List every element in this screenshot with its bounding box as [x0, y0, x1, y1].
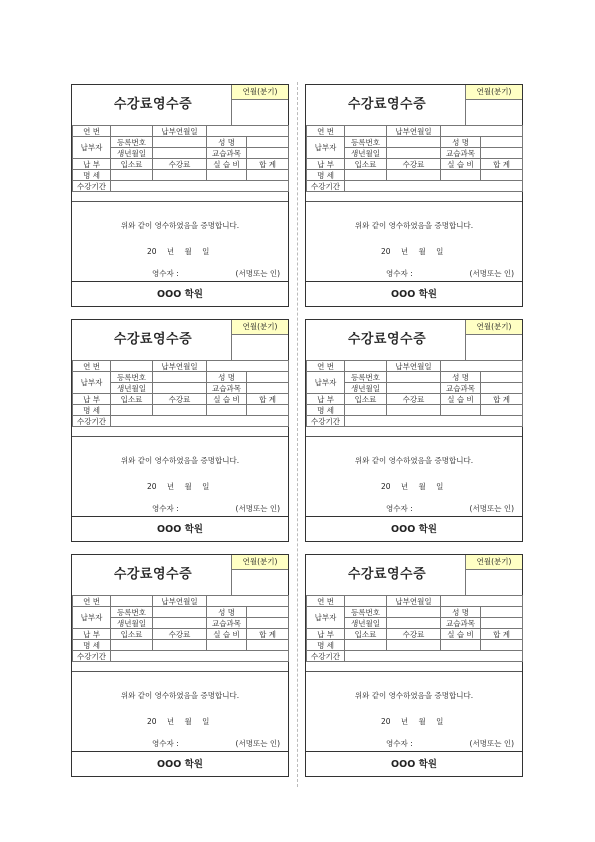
field-name[interactable]: [247, 137, 289, 148]
sign-note: (서명또는 인): [235, 269, 280, 278]
date-line: 20 년 월 일: [147, 717, 210, 726]
label-tuition: 수강료: [153, 394, 207, 405]
label-payment-date: 납부연월일: [153, 126, 207, 137]
field-entrance-fee[interactable]: [111, 170, 153, 181]
receiver-label: 영수자 :: [386, 269, 413, 278]
label-practice-fee: 실 습 비: [441, 159, 481, 170]
statement: 위와 같이 영수하였음을 증명합니다.: [120, 221, 240, 230]
field-yeonbeon[interactable]: [111, 361, 153, 372]
field-payment-date[interactable]: [441, 361, 523, 372]
receipt-title: 수강료영수증: [347, 567, 427, 582]
label-tuition: 수강료: [153, 159, 207, 170]
academy-name: OOO 학원: [306, 281, 522, 307]
tuition-receipt-6: [305, 554, 523, 777]
period-field[interactable]: [231, 570, 288, 595]
label-tuition: 수강료: [387, 629, 441, 640]
period-field[interactable]: [231, 335, 288, 360]
period-field[interactable]: [465, 335, 522, 360]
field-reg-no[interactable]: [387, 137, 441, 148]
label-yeonbeon: 연 번: [73, 126, 111, 137]
label-tuition: 수강료: [387, 159, 441, 170]
label-entrance-fee: 입소료: [111, 629, 153, 640]
receipt-title: 수강료영수증: [113, 332, 193, 347]
receipt-header: [306, 320, 522, 361]
field-birth[interactable]: [387, 148, 441, 159]
sign-note: (서명또는 인): [469, 269, 514, 278]
label-tuition: 수강료: [387, 394, 441, 405]
field-name[interactable]: [247, 607, 289, 618]
field-subject[interactable]: [247, 148, 289, 159]
label-total: 합 계: [247, 159, 289, 170]
label-practice-fee: 실 습 비: [441, 394, 481, 405]
field-payment-date[interactable]: [207, 596, 289, 607]
field-yeonbeon[interactable]: [345, 126, 387, 137]
label-period: 수강기간: [307, 181, 345, 192]
receipt-title: 수강료영수증: [347, 97, 427, 112]
period-label: 연월(분기): [465, 85, 522, 100]
label-payment-details-2: 명 세: [307, 170, 345, 181]
receiver-label: 영수자 :: [386, 504, 413, 513]
date-line: 20 년 월 일: [147, 482, 210, 491]
label-entrance-fee: 입소료: [111, 394, 153, 405]
field-practice-fee[interactable]: [207, 170, 247, 181]
academy-name: OOO 학원: [306, 751, 522, 777]
label-name: 성 명: [441, 607, 481, 618]
label-payment-date: 납부연월일: [387, 361, 441, 372]
sign-note: (서명또는 인): [235, 739, 280, 748]
label-payment-date: 납부연월일: [387, 126, 441, 137]
label-practice-fee: 실 습 비: [441, 629, 481, 640]
label-reg-no: 등록번호: [111, 372, 153, 383]
label-reg-no: 등록번호: [345, 137, 387, 148]
field-payment-date[interactable]: [441, 126, 523, 137]
period-label: 연월(분기): [465, 320, 522, 335]
period-field[interactable]: [465, 100, 522, 125]
label-entrance-fee: 입소료: [111, 159, 153, 170]
label-period: 수강기간: [73, 416, 111, 427]
label-subject: 교습과목: [441, 148, 481, 159]
receipt-body: [72, 436, 288, 517]
field-period[interactable]: [111, 416, 289, 427]
label-entrance-fee: 입소료: [345, 629, 387, 640]
field-total[interactable]: [481, 640, 523, 651]
field-entrance-fee[interactable]: [111, 640, 153, 651]
field-yeonbeon[interactable]: [345, 361, 387, 372]
field-payment-date[interactable]: [441, 596, 523, 607]
date-line: 20 년 월 일: [381, 482, 444, 491]
period-field[interactable]: [465, 570, 522, 595]
receipt-header: [306, 85, 522, 126]
field-entrance-fee[interactable]: [345, 170, 387, 181]
label-birth: 생년월일: [345, 383, 387, 394]
receipt-table: [72, 360, 289, 427]
field-birth[interactable]: [153, 383, 207, 394]
field-name[interactable]: [481, 607, 523, 618]
receipt-title: 수강료영수증: [347, 332, 427, 347]
label-subject: 교습과목: [207, 618, 247, 629]
receiver-label: 영수자 :: [386, 739, 413, 748]
field-reg-no[interactable]: [387, 607, 441, 618]
field-birth[interactable]: [387, 618, 441, 629]
label-total: 합 계: [481, 159, 523, 170]
receipt-table: [72, 595, 289, 662]
field-name[interactable]: [481, 372, 523, 383]
field-tuition[interactable]: [387, 405, 441, 416]
label-payment-date: 납부연월일: [153, 361, 207, 372]
label-period: 수강기간: [73, 181, 111, 192]
label-birth: 생년월일: [345, 148, 387, 159]
label-payer: 납부자: [307, 607, 345, 629]
field-total[interactable]: [247, 405, 289, 416]
label-name: 성 명: [207, 137, 247, 148]
receipt-body: [72, 671, 288, 752]
label-payment-details-2: 명 세: [307, 405, 345, 416]
field-tuition[interactable]: [387, 640, 441, 651]
period-field[interactable]: [231, 100, 288, 125]
label-entrance-fee: 입소료: [345, 394, 387, 405]
period-label: 연월(분기): [465, 555, 522, 570]
label-payment-details-2: 명 세: [307, 640, 345, 651]
label-payment-details-1: 납 부: [73, 159, 111, 170]
receipt-table: [306, 360, 523, 427]
label-subject: 교습과목: [207, 148, 247, 159]
tuition-receipt-5: [71, 554, 289, 777]
field-payment-date[interactable]: [207, 126, 289, 137]
label-period: 수강기간: [307, 651, 345, 662]
label-name: 성 명: [441, 372, 481, 383]
receipt-body: [306, 671, 522, 752]
academy-name: OOO 학원: [72, 281, 288, 307]
label-period: 수강기간: [307, 416, 345, 427]
label-total: 합 계: [247, 394, 289, 405]
field-subject[interactable]: [481, 383, 523, 394]
academy-name: OOO 학원: [72, 751, 288, 777]
field-entrance-fee[interactable]: [111, 405, 153, 416]
label-name: 성 명: [441, 137, 481, 148]
label-payer: 납부자: [73, 372, 111, 394]
field-entrance-fee[interactable]: [345, 640, 387, 651]
receipt-header: [72, 85, 288, 126]
receipt-header: [306, 555, 522, 596]
label-payment-details-1: 납 부: [307, 629, 345, 640]
field-reg-no[interactable]: [153, 137, 207, 148]
field-tuition[interactable]: [153, 170, 207, 181]
sign-note: (서명또는 인): [235, 504, 280, 513]
field-subject[interactable]: [481, 618, 523, 629]
label-name: 성 명: [207, 372, 247, 383]
field-practice-fee[interactable]: [441, 405, 481, 416]
label-total: 합 계: [481, 629, 523, 640]
academy-name: OOO 학원: [72, 516, 288, 542]
field-tuition[interactable]: [153, 405, 207, 416]
field-yeonbeon[interactable]: [111, 596, 153, 607]
label-payment-details-2: 명 세: [73, 170, 111, 181]
field-tuition[interactable]: [153, 640, 207, 651]
field-practice-fee[interactable]: [207, 405, 247, 416]
field-reg-no[interactable]: [153, 372, 207, 383]
receipt-body: [306, 201, 522, 282]
label-yeonbeon: 연 번: [73, 596, 111, 607]
statement: 위와 같이 영수하였음을 증명합니다.: [354, 456, 474, 465]
field-total[interactable]: [481, 405, 523, 416]
label-payer: 납부자: [73, 137, 111, 159]
field-yeonbeon[interactable]: [345, 596, 387, 607]
receipt-header: [72, 555, 288, 596]
label-birth: 생년월일: [111, 148, 153, 159]
label-birth: 생년월일: [345, 618, 387, 629]
label-period: 수강기간: [73, 651, 111, 662]
receiver-label: 영수자 :: [152, 269, 179, 278]
field-name[interactable]: [481, 137, 523, 148]
field-payment-date[interactable]: [207, 361, 289, 372]
label-tuition: 수강료: [153, 629, 207, 640]
statement: 위와 같이 영수하였음을 증명합니다.: [120, 456, 240, 465]
field-birth[interactable]: [153, 148, 207, 159]
label-payment-details-2: 명 세: [73, 405, 111, 416]
field-reg-no[interactable]: [387, 372, 441, 383]
field-period[interactable]: [111, 651, 289, 662]
receipt-table: [306, 595, 523, 662]
period-label: 연월(분기): [231, 555, 288, 570]
tuition-receipt-2: [305, 84, 523, 307]
tuition-receipt-4: [305, 319, 523, 542]
label-yeonbeon: 연 번: [307, 596, 345, 607]
receipt-table: [306, 125, 523, 192]
receipt-table: [72, 125, 289, 192]
label-yeonbeon: 연 번: [307, 126, 345, 137]
field-yeonbeon[interactable]: [111, 126, 153, 137]
tuition-receipt-1: [71, 84, 289, 307]
field-practice-fee[interactable]: [441, 170, 481, 181]
field-name[interactable]: [247, 372, 289, 383]
receiver-label: 영수자 :: [152, 504, 179, 513]
sign-note: (서명또는 인): [469, 739, 514, 748]
receipt-title: 수강료영수증: [113, 567, 193, 582]
statement: 위와 같이 영수하였음을 증명합니다.: [354, 221, 474, 230]
label-reg-no: 등록번호: [111, 607, 153, 618]
field-birth[interactable]: [153, 618, 207, 629]
field-subject[interactable]: [481, 148, 523, 159]
field-birth[interactable]: [387, 383, 441, 394]
date-line: 20 년 월 일: [381, 717, 444, 726]
period-label: 연월(분기): [231, 85, 288, 100]
field-subject[interactable]: [247, 383, 289, 394]
field-practice-fee[interactable]: [441, 640, 481, 651]
period-label: 연월(분기): [231, 320, 288, 335]
label-yeonbeon: 연 번: [307, 361, 345, 372]
field-total[interactable]: [247, 640, 289, 651]
field-total[interactable]: [481, 170, 523, 181]
label-name: 성 명: [207, 607, 247, 618]
label-payment-details-1: 납 부: [73, 394, 111, 405]
label-subject: 교습과목: [441, 383, 481, 394]
field-period[interactable]: [345, 416, 523, 427]
field-total[interactable]: [247, 170, 289, 181]
date-line: 20 년 월 일: [381, 247, 444, 256]
label-entrance-fee: 입소료: [345, 159, 387, 170]
label-total: 합 계: [481, 394, 523, 405]
label-payment-details-2: 명 세: [73, 640, 111, 651]
statement: 위와 같이 영수하였음을 증명합니다.: [120, 691, 240, 700]
label-reg-no: 등록번호: [111, 137, 153, 148]
label-payer: 납부자: [307, 372, 345, 394]
label-total: 합 계: [247, 629, 289, 640]
cut-line: [297, 82, 298, 787]
field-reg-no[interactable]: [153, 607, 207, 618]
label-reg-no: 등록번호: [345, 372, 387, 383]
field-period[interactable]: [111, 181, 289, 192]
field-entrance-fee[interactable]: [345, 405, 387, 416]
label-practice-fee: 실 습 비: [207, 159, 247, 170]
field-period[interactable]: [345, 651, 523, 662]
tuition-receipt-3: [71, 319, 289, 542]
label-reg-no: 등록번호: [345, 607, 387, 618]
academy-name: OOO 학원: [306, 516, 522, 542]
receiver-label: 영수자 :: [152, 739, 179, 748]
label-yeonbeon: 연 번: [73, 361, 111, 372]
label-subject: 교습과목: [207, 383, 247, 394]
field-subject[interactable]: [247, 618, 289, 629]
label-payment-details-1: 납 부: [307, 159, 345, 170]
sign-note: (서명또는 인): [469, 504, 514, 513]
receipt-header: [72, 320, 288, 361]
date-line: 20 년 월 일: [147, 247, 210, 256]
label-birth: 생년월일: [111, 618, 153, 629]
label-payment-date: 납부연월일: [153, 596, 207, 607]
label-practice-fee: 실 습 비: [207, 629, 247, 640]
statement: 위와 같이 영수하였음을 증명합니다.: [354, 691, 474, 700]
label-payment-details-1: 납 부: [73, 629, 111, 640]
field-practice-fee[interactable]: [207, 640, 247, 651]
receipt-title: 수강료영수증: [113, 97, 193, 112]
receipt-body: [72, 201, 288, 282]
label-payer: 납부자: [73, 607, 111, 629]
label-practice-fee: 실 습 비: [207, 394, 247, 405]
label-payment-date: 납부연월일: [387, 596, 441, 607]
receipt-body: [306, 436, 522, 517]
field-tuition[interactable]: [387, 170, 441, 181]
field-period[interactable]: [345, 181, 523, 192]
label-payment-details-1: 납 부: [307, 394, 345, 405]
label-subject: 교습과목: [441, 618, 481, 629]
label-payer: 납부자: [307, 137, 345, 159]
label-birth: 생년월일: [111, 383, 153, 394]
